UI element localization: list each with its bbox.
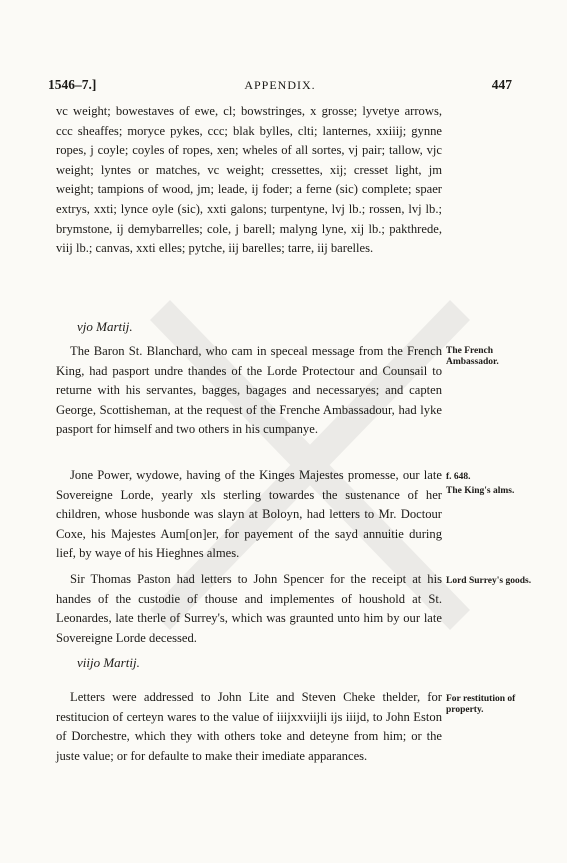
header-date-range: 1546–7.] [48,77,97,92]
inventory-paragraph [56,102,442,259]
running-header [48,77,512,99]
margin-note-restitution: For restitution of property. [446,694,516,715]
entry-text: The Baron St. Blanchard, who cam in speceal message from the French King, had pasport undre thandes of the Lorde Protectour and Counsail to returne with his servantes, bagges, bagages and necessaryes; and capten George, Scottisheman, at the request of the Frenche Ambassadour, had lyke pasport for himself and two others in his cumpanye. [56,344,442,437]
entry-jone-power [56,466,442,564]
entry-restitution [56,688,442,766]
margin-note-french-ambassador: The French Ambassador. [446,346,499,367]
header-title: APPENDIX. [244,78,316,92]
page-number: 447 [491,77,512,92]
margin-note-kings-alms: The King's alms. [446,486,515,496]
entry-text: Jone Power, wydowe, having of the Kinges Majestes promesse, our late Sovereigne Lorde, yearly xls sterling towardes the sustenance of her children, whose husbonde was slayn at Boloyn, had letters to Mr. Doctour Coxe, his Majestes Aum[on]er, for payement of the sayd annuitie during lief, by waye of his Hieghnes almes. [56,468,442,561]
margin-note-lord-surrey: Lord Surrey's goods. [446,576,532,586]
entry-thomas-paston [56,570,442,648]
entry-text: Sir Thomas Paston had letters to John Spencer for the receipt at his handes of the custodie of thouse and implementes of houshold at St. Leonardes, late therle of Surrey's, which was graunted unto him by our late Sovereigne Lorde decessed. [56,572,442,645]
folio-marker: f. 648. [446,472,471,482]
date-heading-2: viijo Martij. [77,655,140,670]
date-heading-1: vjo Martij. [77,319,133,334]
entry-french-baron [56,342,442,440]
entry-text: Letters were addressed to John Lite and Steven Cheke thelder, for restitucion of certeyn wares to the value of iiijxxviijli ijs iiijd, to John Eston of Dorchestre, which they with others toke and deteyne from him; or the juste value; or for defaulte to make their imediate apparances. [56,690,442,763]
inventory-text: vc weight; bowestaves of ewe, cl; bowstringes, x grosse; lyvetye arrows, ccc sheaffes; moryce pykes, ccc; blak bylles, clti; lanternes, xxiiij; gynne ropes, j coyle; coyles of ropes, xen; wheles of all sortes, vj pair; tallow, vjc weight; lyntes or matches, vc weight; cressettes, xij; cresset light, jm weight; tampions of wood, jm; leade, ij foder; a ferne (sic) complete; spaer extrys, xxti; lynce oyle (sic), xxti galons; turpentyne, lvj lb.; rossen, lvj lb.; brymstone, ij demybarrelles; cole, j barell; malyng lyne, xij lb.; pakthrede, viij lb.; canvas, xxti elles; pytche, iij barelles; tarre, iij barelles. [56,104,442,256]
